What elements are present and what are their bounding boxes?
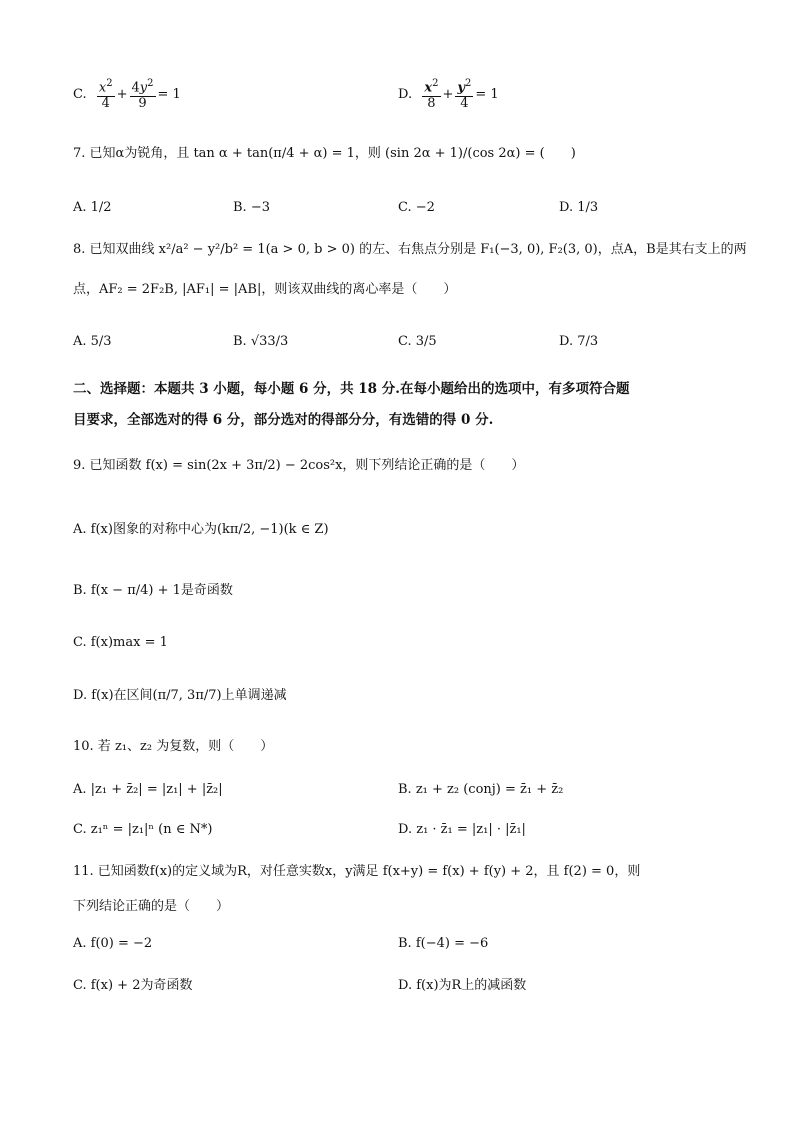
q10-option-b: B. z₁ + z₂ (conj) = z̄₁ + z̄₂ [398, 782, 564, 797]
q7-option-d: D. 1/3 [559, 200, 599, 215]
q10-option-d: D. z₁ · z̄₁ = |z₁| · |z̄₁| [398, 822, 526, 837]
q6-option-c: C. $\frac{x^2}{4}$ + $\frac{4y^2}{9}$ = 1 [73, 78, 181, 111]
q8-option-b: B. √33/3 [233, 334, 289, 349]
q7-option-a: A. 1/2 [73, 200, 112, 215]
q10-option-c: C. z₁ⁿ = |z₁|ⁿ (n ∈ N*) [73, 822, 213, 837]
q9-option-d: D. f(x)在区间(π/7, 3π/7)上单调递减 [73, 688, 287, 703]
q8-option-d: D. 7/3 [559, 334, 599, 349]
q7-stem-text: 7. 已知α为锐角，且 tan α + tan(π/4 + α) = 1，则 (sin 2α + 1)/(cos 2α) = ( ) [73, 146, 576, 161]
q6-option-c-letter: C. [73, 86, 87, 102]
section2-heading-line2: 目要求，全部选对的得 6 分，部分选对的得部分分，有选错的得 0 分. [73, 412, 494, 428]
q6-option-d-letter: D. [398, 86, 413, 102]
q11-option-c: C. f(x) + 2为奇函数 [73, 978, 193, 993]
q6-option-d: D. $\frac{x^2}{8}$ + $\frac{y^2}{4}$ = 1 [398, 78, 499, 111]
q9-stem: 9. 已知函数 f(x) = sin(2x + 3π/2) − 2cos²x，则下列结论正确的是（ ） [73, 458, 525, 473]
q8-option-a: A. 5/3 [73, 334, 112, 349]
q7-option-b: B. −3 [233, 200, 270, 215]
q9-option-a: A. f(x)图象的对称中心为(kπ/2, −1)(k ∈ Z) [73, 522, 329, 537]
q11-option-b: B. f(−4) = −6 [398, 936, 489, 951]
q11-stem-line1: 11. 已知函数f(x)的定义域为R，对任意实数x，y满足 f(x+y) = f(x) + f(y) + 2，且 f(2) = 0，则 [73, 864, 641, 879]
q7-stem [73, 144, 576, 164]
q7-option-c: C. −2 [398, 200, 435, 215]
q8-stem-line2: 点，AF₂ = 2F₂B, |AF₁| = |AB|，则该双曲线的离心率是（ ） [73, 282, 457, 297]
q9-option-c: C. f(x)max = 1 [73, 635, 168, 650]
q8-option-c: C. 3/5 [398, 334, 437, 349]
q11-stem-line2: 下列结论正确的是（ ） [73, 899, 230, 914]
q11-option-d: D. f(x)为R上的减函数 [398, 978, 527, 993]
q9-option-b: B. f(x − π/4) + 1是奇函数 [73, 583, 233, 598]
section2-heading-line1: 二、选择题：本题共 3 小题，每小题 6 分，共 18 分.在每小题给出的选项中，有多项符合题 [73, 381, 630, 397]
q10-option-a: A. |z₁ + z̄₂| = |z₁| + |z̄₂| [73, 782, 223, 797]
q8-stem-line1: 8. 已知双曲线 x²/a² − y²/b² = 1(a > 0, b > 0) 的左、右焦点分别是 F₁(−3, 0), F₂(3, 0)，点A，B是其右支上的两 [73, 242, 747, 257]
q11-option-a: A. f(0) = −2 [73, 936, 153, 951]
q10-stem: 10. 若 z₁、z₂ 为复数，则（ ） [73, 739, 274, 754]
